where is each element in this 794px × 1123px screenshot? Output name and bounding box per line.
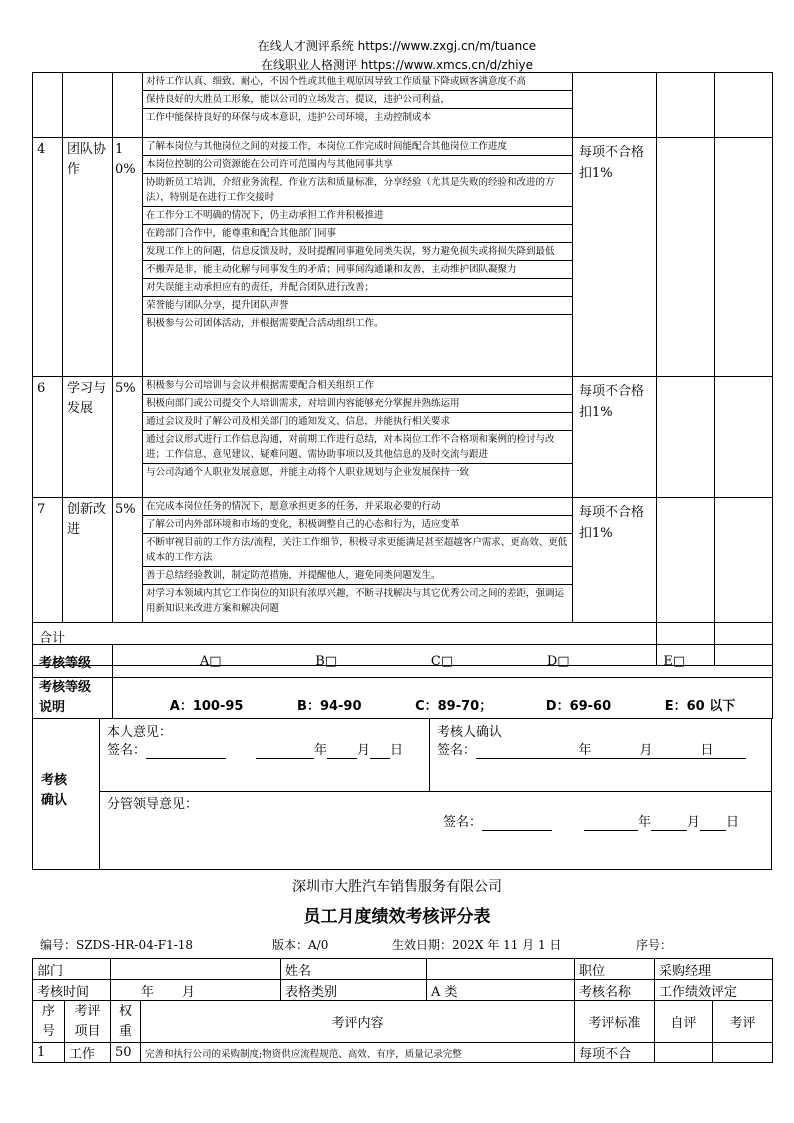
self-opinion-label: 本人意见： xyxy=(107,725,173,740)
row-content: 完善和执行公司的采购制度;物资供应流程规范、高效、有序，质量记录完整 xyxy=(141,1043,575,1063)
col-standard: 考评标准 xyxy=(575,1001,655,1043)
list-item: 工作中能保持良好的环保与成本意识，违护公司环境，主动控制成本 xyxy=(146,112,432,123)
leader-sign-field[interactable] xyxy=(482,815,552,831)
time-month: 月 xyxy=(182,984,196,1000)
header-line-2: 在线职业人格测评 https://www.xmcs.cn/d/zhiye xyxy=(260,58,534,72)
day-label: 日 xyxy=(726,815,740,830)
list-item: 了解本岗位与其他岗位之间的对接工作，本岗位工作完成时间能配合其他岗位工作进度 xyxy=(143,138,572,156)
name-value[interactable] xyxy=(427,959,575,980)
col-weight: 权重 xyxy=(111,1001,141,1043)
table-row xyxy=(33,377,773,498)
grade-range-e: E：60 以下 xyxy=(664,699,736,714)
list-item: 了解公司内外部环境和市场的变化，积极调整自己的心态和行为，适应变革 xyxy=(143,516,572,534)
grade-option-b[interactable]: B□ xyxy=(315,653,338,669)
grade-option-e[interactable]: E□ xyxy=(663,653,686,669)
list-item: 通过会议及时了解公司及相关部门的通知发文、信息，并能执行相关要求 xyxy=(143,413,572,431)
form-serial: 序号： xyxy=(636,938,673,952)
form-effective-date: 生效日期：202X 年 11 月 1 日 xyxy=(392,938,562,952)
time-year: 年 xyxy=(141,984,155,1000)
list-item: 积极参与公司团体活动，并根据需要配合活动组织工作。 xyxy=(146,318,384,329)
total-label: 合计 xyxy=(33,623,657,666)
row-item: 团队协作 xyxy=(63,138,113,377)
list-item: 对失误能主动承担应有的责任，并配合团队进行改善； xyxy=(143,279,572,297)
list-item: 对待工作认真、细致、耐心，不因个性或其他主观原因导致工作质量下降或顾客满意度不高 xyxy=(143,73,572,91)
row-item: 学习与发展 xyxy=(63,377,113,498)
day-label: 日 xyxy=(700,743,714,758)
assess-name-label: 考核名称 xyxy=(575,980,655,1001)
list-item: 积极向部门或公司提交个人培训需求，对培训内容能够充分掌握并熟练运用 xyxy=(143,395,572,413)
col-item: 考评项目 xyxy=(65,1001,111,1043)
day-label: 日 xyxy=(390,743,404,758)
row-weight: 5% xyxy=(113,498,143,623)
dept-label: 部门 xyxy=(33,959,111,980)
assessor-label: 考核人确认 xyxy=(437,725,503,740)
month-label: 月 xyxy=(357,743,371,758)
list-item: 不搬弄是非，能主动化解与同事发生的矛盾；同事间沟通谦和友善，主动维护团队凝聚力 xyxy=(143,261,572,279)
form2-table xyxy=(32,958,773,1063)
company-name: 深圳市大胜汽车销售服务有限公司 xyxy=(292,879,502,895)
header-line-1: 在线人才测评系统 https://www.zxgj.cn/m/tuance xyxy=(257,39,537,53)
grade-option-a[interactable]: A□ xyxy=(199,653,222,669)
row-no: 7 xyxy=(33,498,63,623)
table-row xyxy=(33,73,773,138)
list-item: 不断审视目前的工作方法/流程，关注工作细节，积极寻求更能满足甚至超越客户需求、更高效、更低成本的工作方法 xyxy=(143,534,572,567)
row-weight: 10% xyxy=(113,138,143,377)
col-no: 序号 xyxy=(33,1001,65,1043)
list-item: 在完成本岗位任务的情况下，愿意承担更多的任务，并采取必要的行动 xyxy=(143,498,572,516)
position-label: 职位 xyxy=(575,959,655,980)
grade-range-d: D：69-60 xyxy=(545,699,612,714)
row-no: 6 xyxy=(33,377,63,498)
list-item: 协助新员工培训，介绍业务流程、作业方法和质量标准，分享经验（尤其是失败的经验和改进的方法），特别是在进行工作交接时 xyxy=(143,174,572,207)
table-row xyxy=(33,498,773,623)
row-no: 4 xyxy=(33,138,63,377)
row-item: 创新改进 xyxy=(63,498,113,623)
grade-desc-label-2: 说明 xyxy=(39,700,66,715)
assess-name-value: 工作绩效评定 xyxy=(655,980,773,1001)
col-self: 自评 xyxy=(655,1001,713,1043)
grade-range-c: C：89-70； xyxy=(415,699,493,714)
dept-value[interactable] xyxy=(111,959,281,980)
form-type-label: 表格类别 xyxy=(281,980,427,1001)
month-label: 月 xyxy=(639,743,653,758)
confirm-label-1: 考核 xyxy=(41,773,68,788)
list-item: 对学习本领域内其它工作岗位的知识有浓厚兴趣，不断寻找解决与其它优秀公司之间的差距，强调运用新知识来改进方案和解决问题 xyxy=(146,588,565,614)
grade-range-a: A：100-95 xyxy=(169,699,244,714)
month-label: 月 xyxy=(687,815,701,830)
row-standard: 每项不合格扣1% xyxy=(573,498,657,623)
year-label: 年 xyxy=(314,743,328,758)
leader-opinion-label: 分管领导意见： xyxy=(107,797,199,812)
year-label: 年 xyxy=(578,743,592,758)
position-value: 采购经理 xyxy=(655,959,773,980)
list-item: 发现工作上的问题，信息反馈及时，及时提醒同事避免同类失误，努力避免损失或将损失降到最低 xyxy=(143,243,572,261)
grade-label: 考核等级 xyxy=(33,645,113,678)
row-standard: 每项不合格扣1% xyxy=(573,377,657,498)
confirm-label-2: 确认 xyxy=(41,793,68,808)
row-standard: 每项不合格扣1% xyxy=(573,138,657,377)
list-item: 荣誉能与团队分享，提升团队声誉 xyxy=(143,297,572,315)
leader-sign-label: 签名： xyxy=(443,815,483,830)
assessor-sign-label: 签名： xyxy=(437,743,477,758)
form-code: 编号：SZDS-HR-04-F1-18 xyxy=(40,938,194,952)
row-weight: 5% xyxy=(113,377,143,498)
list-item: 本岗位控制的公司资源能在公司许可范围内与其他同事共享 xyxy=(143,156,572,174)
row-standard: 每项不合 xyxy=(575,1043,655,1063)
table-row xyxy=(33,1043,773,1063)
self-sign-field[interactable] xyxy=(146,743,226,759)
list-item: 保持良好的大胜员工形象，能以公司的立场发言、提议，违护公司利益， xyxy=(143,91,572,109)
evaluation-table xyxy=(32,72,773,666)
list-item: 善于总结经验教训，制定防范措施，并提醒他人，避免同类问题发生。 xyxy=(143,567,572,585)
list-item: 在工作分工不明确的情况下，仍主动承担工作并积极推进 xyxy=(143,207,572,225)
col-content: 考评内容 xyxy=(141,1001,575,1043)
row-no: 1 xyxy=(33,1043,65,1063)
list-item: 积极参与公司培训与会议并根据需要配合相关组织工作 xyxy=(143,377,572,395)
form-version: 版本：A/0 xyxy=(272,938,329,952)
self-sign-label: 签名： xyxy=(107,743,147,758)
form-title: 员工月度绩效考核评分表 xyxy=(303,907,491,927)
row-weight: 50 xyxy=(111,1043,141,1063)
grade-table xyxy=(32,644,773,719)
list-item: 在跨部门合作中，能尊重和配合其他部门同事 xyxy=(143,225,572,243)
table-row xyxy=(33,138,773,377)
year-label: 年 xyxy=(638,815,652,830)
list-item: 与公司沟通个人职业发展意愿，并能主动将个人职业规划与企业发展保持一致 xyxy=(146,467,470,478)
name-label: 姓名 xyxy=(281,959,427,980)
grade-range-b: B：94-90 xyxy=(297,699,362,714)
confirm-block xyxy=(32,718,772,870)
form-type-value: A 类 xyxy=(427,980,575,1001)
grade-option-c[interactable]: C□ xyxy=(430,653,454,669)
row-item: 工作 xyxy=(65,1043,111,1063)
list-item: 通过会议形式进行工作信息沟通，对前期工作进行总结，对本岗位工作不合格项和案例的检讨与改进；工作信息、意见建议、疑难问题、需协助事项以及其他信息的及时交流与跟进 xyxy=(143,431,572,464)
grade-option-d[interactable]: D□ xyxy=(546,653,570,669)
time-label: 考核时间 xyxy=(33,980,111,1001)
grade-desc-label-1: 考核等级 xyxy=(39,680,92,695)
assessor-sign-field[interactable] xyxy=(476,743,546,759)
col-review: 考评 xyxy=(713,1001,773,1043)
